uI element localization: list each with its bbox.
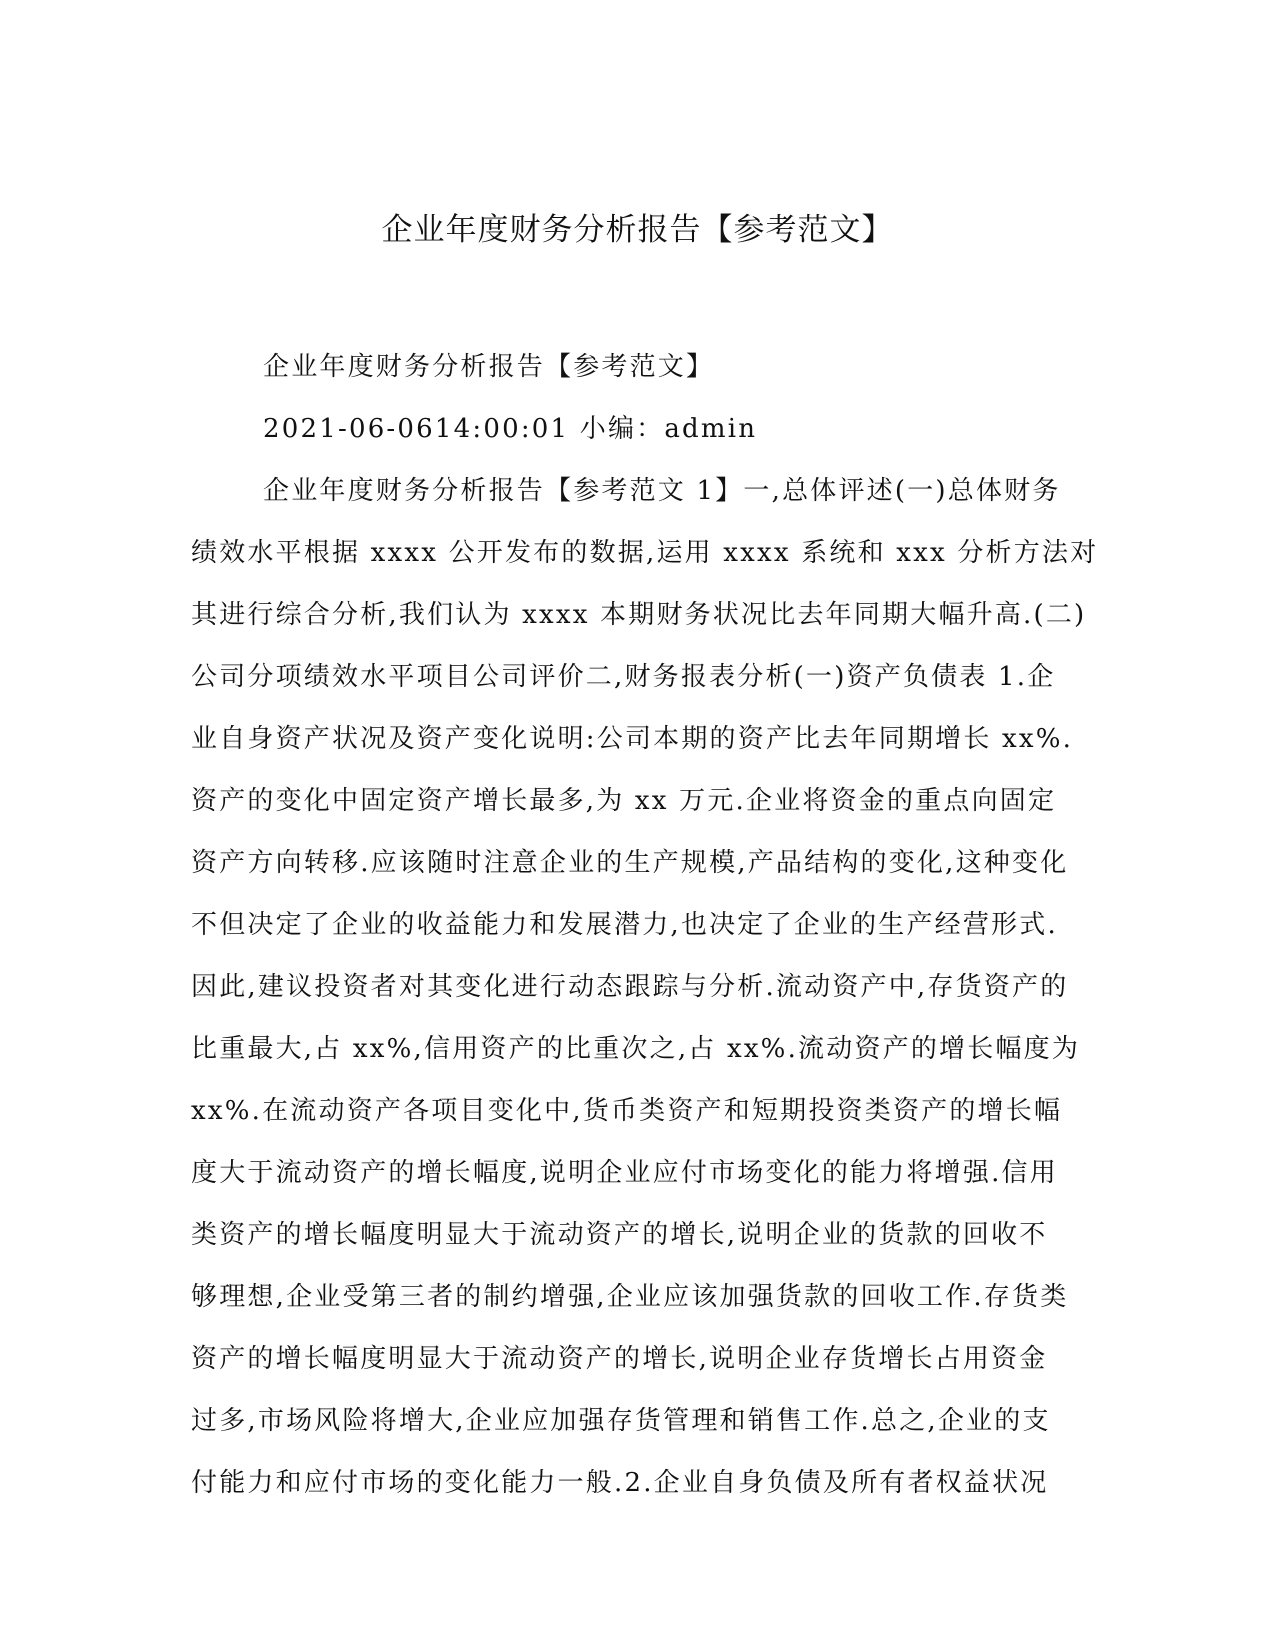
paragraph-line: 其进行综合分析,我们认为 xxxx 本期财务状况比去年同期大幅升高.(二) (191, 600, 1087, 630)
paragraph-line: 不但决定了企业的收益能力和发展潜力,也决定了企业的生产经营形式. (191, 910, 1058, 940)
paragraph-line: 资产方向转移.应该随时注意企业的生产规模,产品结构的变化,这种变化 (191, 848, 1069, 878)
paragraph-line: 度大于流动资产的增长幅度,说明企业应付市场变化的能力将增强.信用 (191, 1158, 1058, 1188)
document-subtitle: 企业年度财务分析报告【参考范文】 (263, 352, 715, 382)
paragraph-line: 付能力和应付市场的变化能力一般.2.企业自身负债及所有者权益状况 (191, 1468, 1049, 1498)
paragraph-line: 类资产的增长幅度明显大于流动资产的增长,说明企业的货款的回收不 (191, 1220, 1048, 1250)
paragraph-line: 够理想,企业受第三者的制约增强,企业应该加强货款的回收工作.存货类 (191, 1282, 1069, 1312)
paragraph-line: xx%.在流动资产各项目变化中,货币类资产和短期投资类资产的增长幅 (191, 1096, 1063, 1126)
document-body (191, 336, 1099, 1514)
paragraph-line: 过多,市场风险将增大,企业应加强存货管理和销售工作.总之,企业的支 (191, 1406, 1051, 1436)
document-meta: 2021-06-0614:00:01 小编：admin (263, 414, 758, 444)
paragraph-line: 资产的增长幅度明显大于流动资产的增长,说明企业存货增长占用资金 (191, 1344, 1048, 1374)
paragraph-line: 资产的变化中固定资产增长最多,为 xx 万元.企业将资金的重点向固定 (191, 786, 1057, 816)
paragraph-line: 公司分项绩效水平项目公司评价二,财务报表分析(一)资产负债表 1.企 (191, 662, 1056, 692)
paragraph-line: 比重最大,占 xx%,信用资产的比重次之,占 xx%.流动资产的增长幅度为 (191, 1034, 1081, 1064)
document-title: 企业年度财务分析报告【参考范文】 (381, 212, 894, 248)
paragraph-line: 企业年度财务分析报告【参考范文 1】一,总体评述(一)总体财务 (263, 476, 1061, 506)
paragraph-line: 因此,建议投资者对其变化进行动态跟踪与分析.流动资产中,存货资产的 (191, 972, 1069, 1002)
paragraph-line: 业自身资产状况及资产变化说明:公司本期的资产比去年同期增长 xx%. (191, 724, 1074, 754)
paragraph-line: 绩效水平根据 xxxx 公开发布的数据,运用 xxxx 系统和 xxx 分析方法对 (191, 538, 1099, 568)
